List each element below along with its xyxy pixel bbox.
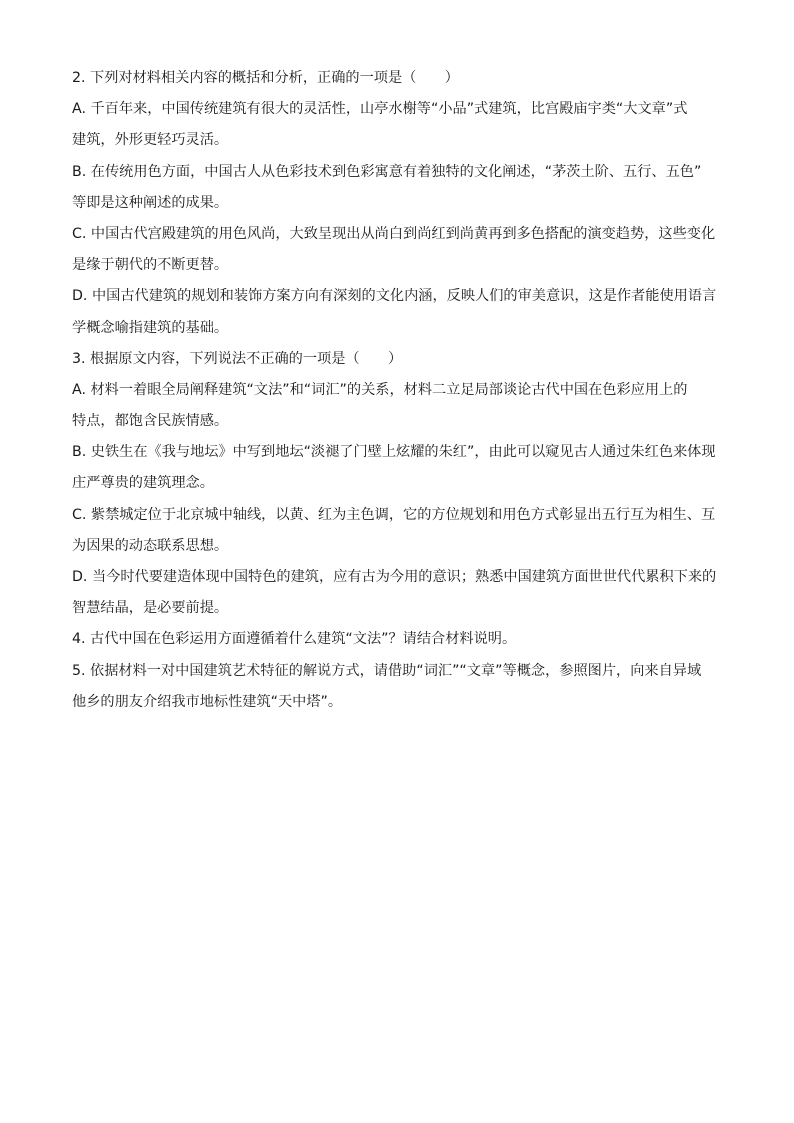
question-5-stem <box>72 656 724 718</box>
text-line: 2. 下列对材料相关内容的概括和分析，正确的一项是（ ） <box>72 70 459 86</box>
text-line: 学概念喻指建筑的基础。 <box>72 319 229 336</box>
text-line: 是缘于朝代的不断更替。 <box>72 257 229 274</box>
text-line: 庄严尊贵的建筑理念。 <box>72 475 214 492</box>
text-line: 5. 依据材料一对中国建筑艺术特征的解说方式，请借助“词汇”“文章”等概念，参照图片，向来自异域 <box>72 662 702 679</box>
text-line: C. 中国古代宫殿建筑的用色风尚，大致呈现出从尚白到尚红到尚黄再到多色搭配的演变趋势，这些变化 <box>72 225 716 242</box>
question-3-option-a <box>72 375 724 437</box>
text-line: 智慧结晶，是必要前提。 <box>72 600 229 617</box>
text-line: A. 千百年来，中国传统建筑有很大的灵活性，山亭水榭等“小品”式建筑，比宫殿庙宇类“大文章”式 <box>72 101 688 118</box>
text-line: A. 材料一着眼全局阐释建筑“文法”和“词汇”的关系，材料二立足局部谈论古代中国在色彩应用上的 <box>72 381 688 398</box>
question-2-option-b <box>72 157 724 219</box>
text-line: B. 在传统用色方面，中国古人从色彩技术到色彩寓意有着独特的文化阐述，“茅茨土阶、五行、五色” <box>72 163 702 180</box>
question-2-stem <box>72 63 724 94</box>
question-3-option-d <box>72 562 724 624</box>
text-line: 建筑，外形更轻巧灵活。 <box>72 132 229 149</box>
question-3-option-c <box>72 500 724 562</box>
question-2-option-a <box>72 94 724 156</box>
text-line: 他乡的朋友介绍我市地标性建筑“天中塔”。 <box>72 693 343 710</box>
question-3-stem <box>72 344 724 375</box>
text-line: 3. 根据原文内容，下列说法不正确的一项是（ ） <box>72 350 403 367</box>
text-line: D. 中国古代建筑的规划和装饰方案方向有深刻的文化内涵，反映人们的审美意识，这是作者能使用语言 <box>72 288 717 305</box>
text-line: 特点，都饱含民族情感。 <box>72 413 229 430</box>
text-line: C. 紫禁城定位于北京城中轴线，以黄、红为主色调，它的方位规划和用色方式彰显出五行互为相生、互 <box>72 506 716 523</box>
question-2-option-c <box>72 219 724 281</box>
text-line: 4. 古代中国在色彩运用方面遵循着什么建筑“文法”？请结合材料说明。 <box>72 631 517 648</box>
question-3-option-b <box>72 437 724 499</box>
text-line: 为因果的动态联系思想。 <box>72 537 229 554</box>
document-page <box>72 63 724 718</box>
text-line: B. 史铁生在《我与地坛》中写到地坛“淡褪了门壁上炫耀的朱红”，由此可以窥见古人通过朱红色来体现 <box>72 444 716 461</box>
question-2-option-d <box>72 281 724 343</box>
question-4-stem <box>72 624 724 655</box>
text-line: D. 当今时代要建造体现中国特色的建筑，应有古为今用的意识；熟悉中国建筑方面世世代代累积下来的 <box>72 569 717 585</box>
text-line: 等即是这种阐述的成果。 <box>72 194 229 211</box>
